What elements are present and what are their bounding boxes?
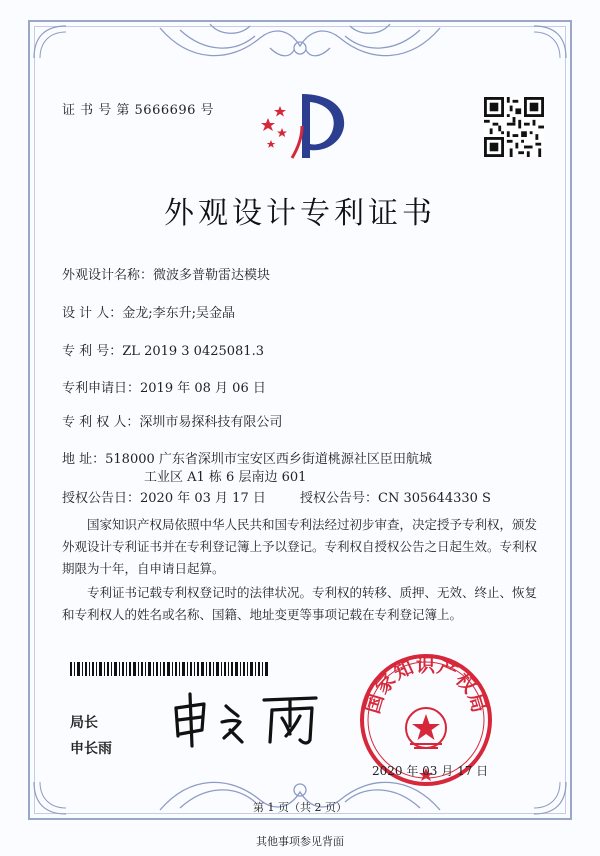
cnipa-logo-icon [258, 88, 353, 163]
handwritten-signature [168, 690, 328, 750]
field-patentee [62, 411, 282, 430]
field-label: 外观设计名称： [62, 268, 154, 283]
field-value: 2019 年 08 月 06 日 [140, 381, 266, 396]
field-label: 授权公告号： [300, 491, 379, 506]
field-value: 金龙;李东升;吴金晶 [122, 306, 236, 321]
field-grant-number [300, 487, 491, 506]
field-label: 设 计 人： [62, 306, 123, 321]
field-label: 专利申请日： [62, 381, 141, 396]
director-name: 申长雨 [70, 741, 112, 757]
field-value: 2020 年 03 月 17 日 [140, 491, 266, 506]
svg-text:国家知识产权局 [362, 653, 490, 716]
field-label: 专 利 号： [62, 344, 123, 359]
top-ornament [150, 18, 450, 68]
field-value: 微波多普勒雷达模块 [153, 268, 271, 283]
corner-ornament-top-right [530, 22, 570, 62]
qr-code [484, 97, 544, 157]
address-line-1: 518000 广东省深圳市宝安区西乡街道桃源社区臣田航城 [105, 452, 432, 467]
back-side-note: 其他事项参见背面 [256, 835, 344, 848]
field-label: 地 址： [62, 452, 106, 467]
certificate-number: 证 书 号 第 5666696 号 [62, 103, 215, 118]
field-designers [62, 302, 235, 321]
field-application-date [62, 377, 266, 396]
barcode [70, 662, 270, 676]
seal-text: 国家知识产权局 [361, 654, 491, 717]
page-number: 第 1 页（共 2 页） [253, 801, 347, 814]
certificate-title: 外观设计专利证书 [164, 196, 436, 231]
paragraph-grant-statement: 国家知识产权局依照中华人民共和国专利法经过初步审查，决定授予专利权，颁发外观设计专利证书并在专利登记簿上予以登记。专利权自授权公告之日起生效。专利权期限为十年，自申请日起算。 [62, 517, 538, 576]
field-design-name [62, 264, 270, 283]
paragraph-legal-status: 专利证书记载专利权登记时的法律状况。专利权的转移、质押、无效、终止、恢复和专利权人的姓名或名称、国籍、地址变更等事项记载在专利登记簿上。 [62, 585, 538, 622]
field-patent-number [62, 340, 264, 359]
seal-date: 2020 年 03 月 17 日 [372, 764, 489, 778]
field-address [62, 448, 432, 467]
corner-ornament-top-left [30, 22, 70, 62]
field-label: 授权公告日： [62, 491, 141, 506]
field-value: CN 305644330 S [378, 491, 491, 506]
field-value: ZL 2019 3 0425081.3 [122, 344, 264, 359]
field-value: 深圳市易探科技有限公司 [139, 415, 283, 430]
field-label: 专 利 权 人： [62, 415, 140, 430]
address-line-2: 工业区 A1 栋 6 层南边 601 [144, 470, 307, 485]
director-title: 局长 [70, 715, 98, 731]
field-grant-date [62, 487, 266, 506]
